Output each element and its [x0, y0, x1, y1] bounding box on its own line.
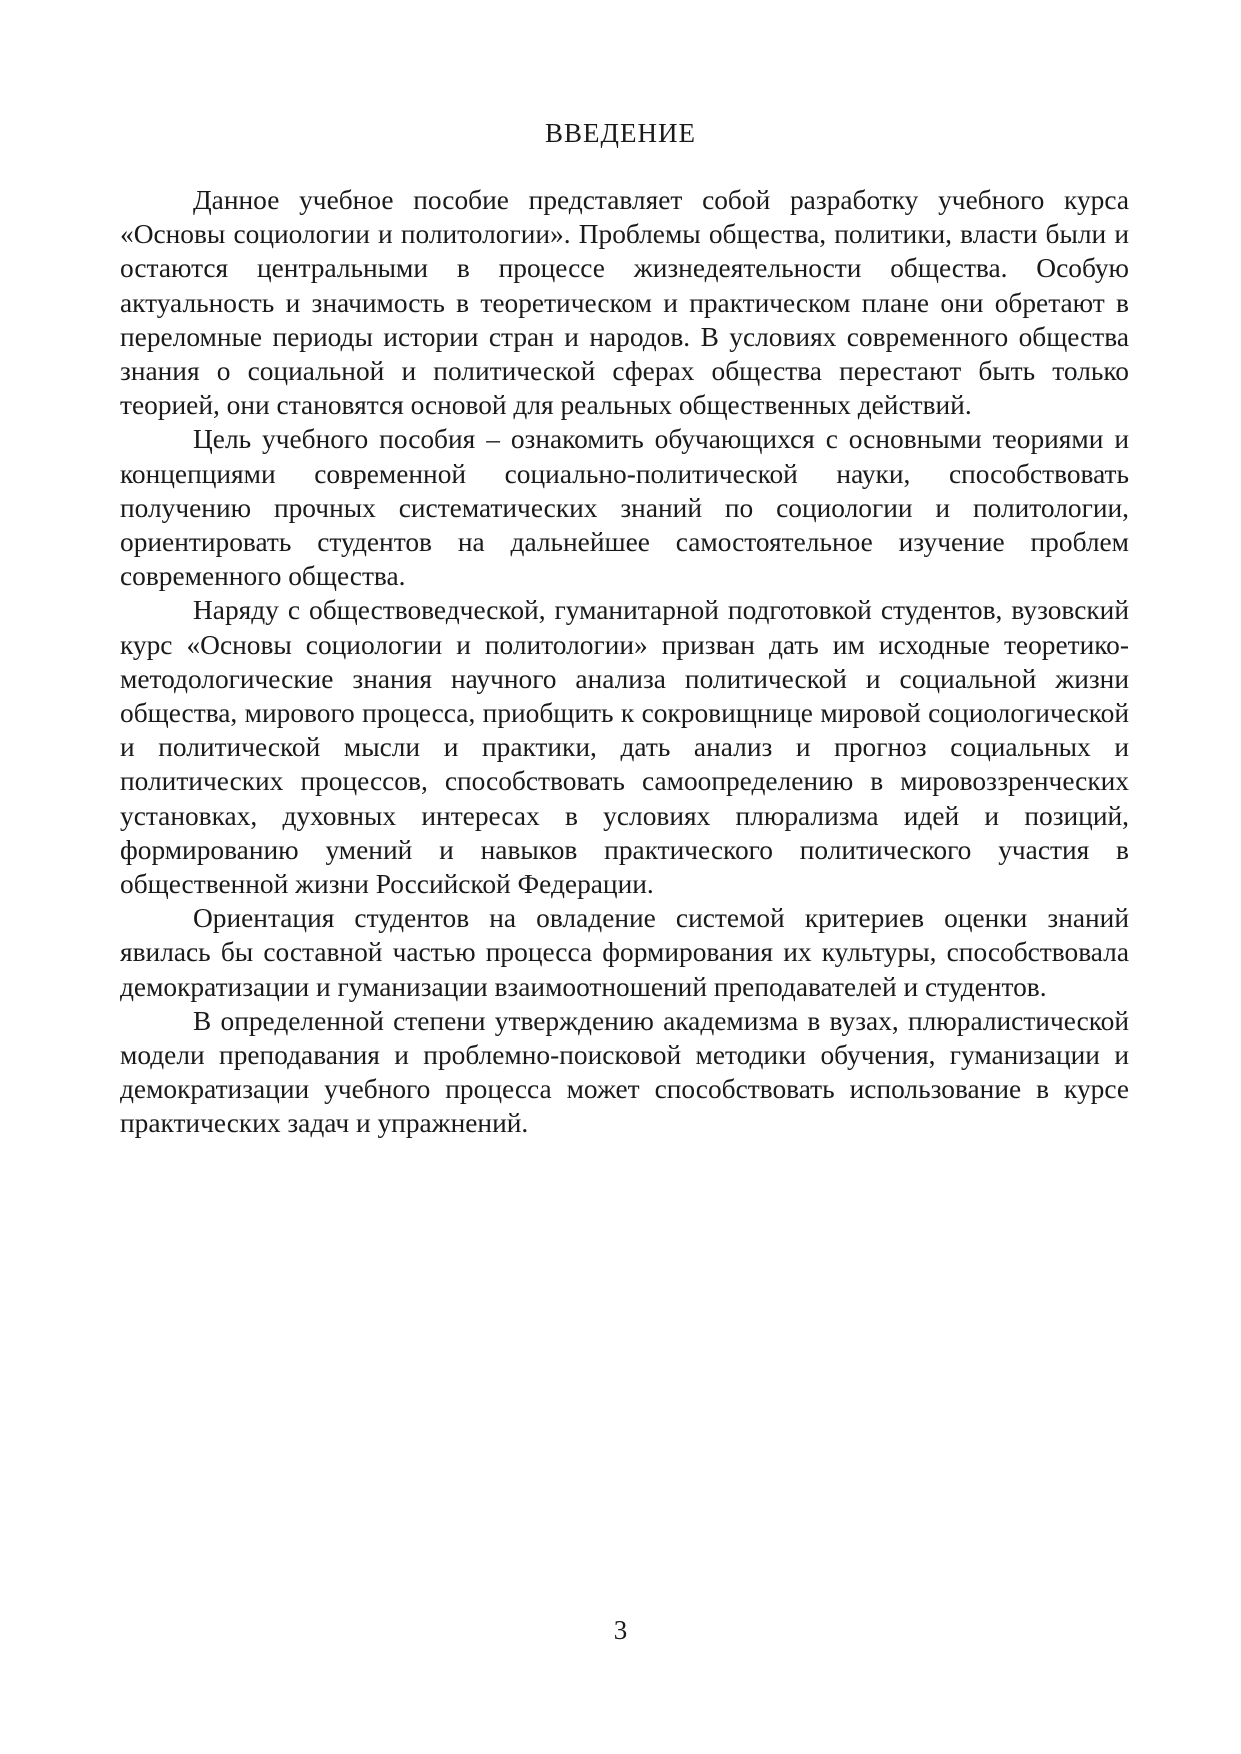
paragraph-4: Ориентация студентов на овладение системой критериев оценки знаний явилась бы составной частью процесса формирования их культуры, способствовала демократизации и гуманизации взаимоотношений преподавателей и студентов. [120, 903, 1129, 1002]
page-number: 3 [613, 1615, 628, 1645]
page-title: ВВЕДЕНИЕ [545, 118, 696, 148]
paragraph-1: Данное учебное пособие представляет собой разработку учебного курса «Основы социологии и политологии». Проблемы общества, политики, власти были и остаются центральными в процессе жизнедеятельности общества. Особую актуальность и значимость в теоретическом и практическом плане они обретают в переломные периоды истории стран и народов. В условиях современного общества знания о социальной и политической сферах общества перестают быть только теорией, они становятся основой для реальных общественных действий. [120, 185, 1129, 421]
paragraph-3: Наряду с обществоведческой, гуманитарной подготовкой студентов, вузовский курс «Основы социологии и политологии» призван дать им исходные теоретико-методологические знания научного анализа политической и социальной жизни общества, мирового процесса, приобщить к сокровищнице мировой социологической и политической мысли и практики, дать анализ и прогноз социальных и политических процессов, способствовать самоопределению в мировоззренческих установках, духовных интересах в условиях плюрализма идей и позиций, формированию умений и навыков практического политического участия в общественной жизни Российской Федерации. [120, 595, 1129, 900]
body-text [120, 183, 1129, 1141]
paragraph-5: В определенной степени утверждению академизма в вузах, плюралистической модели преподавания и проблемно-поисковой методики обучения, гуманизации и демократизации учебного процесса может способствовать использование в курсе практических задач и упражнений. [120, 1005, 1129, 1139]
paragraph-2: Цель учебного пособия – ознакомить обучающихся с основными теориями и концепциями современной социально-политической науки, способствовать получению прочных систематических знаний по социологии и политологии, ориентировать студентов на дальнейшее самостоятельное изучение проблем современного общества. [120, 424, 1129, 592]
